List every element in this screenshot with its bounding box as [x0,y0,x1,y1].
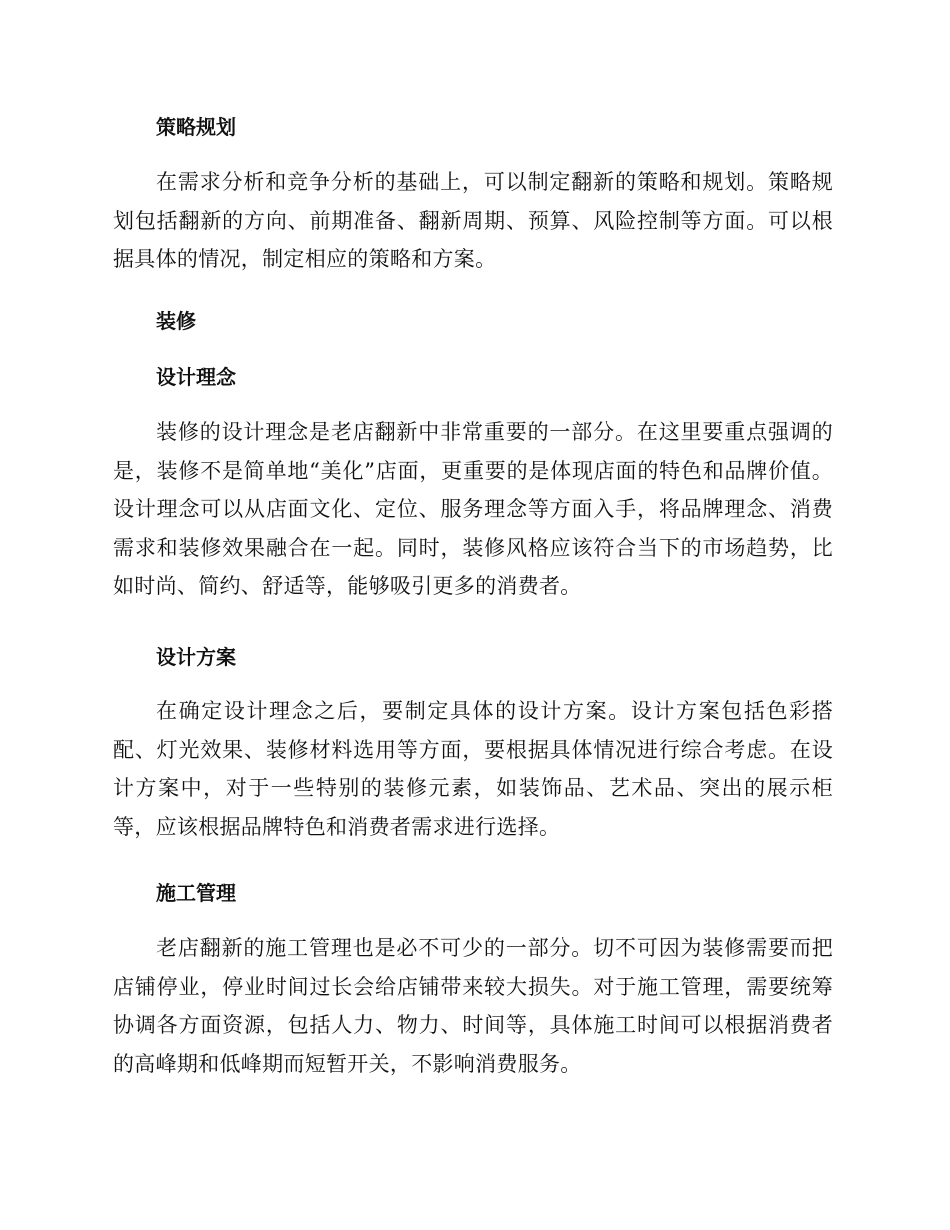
section-paragraph-design-plan: 在确定设计理念之后，要制定具体的设计方案。设计方案包括色彩搭配、灯光效果、装修材料选用等方面，要根据具体情况进行综合考虑。在设计方案中，对于一些特别的装修元素，如装饰品、艺术品、突出的展示柜等，应该根据品牌特色和消费者需求进行选择。 [113,699,833,839]
section-paragraph-design-concept: 装修的设计理念是老店翻新中非常重要的一部分。在这里要重点强调的是，装修不是简单地“美化”店面，更重要的是体现店面的特色和品牌价值。设计理念可以从店面文化、定位、服务理念等方面入手，将品牌理念、消费需求和装修效果融合在一起。同时，装修风格应该符合当下的市场趋势，比如时尚、简约、舒适等，能够吸引更多的消费者。 [113,420,833,598]
section-heading-strategy: 策略规划 [156,115,236,139]
section-paragraph-strategy: 在需求分析和竞争分析的基础上，可以制定翻新的策略和规划。策略规划包括翻新的方向、前期准备、翻新周期、预算、风险控制等方面。可以根据具体的情况，制定相应的策略和方案。 [113,170,833,271]
section-heading-decoration: 装修 [156,309,196,333]
section-heading-design-plan: 设计方案 [156,645,236,669]
section-paragraph-construction: 老店翻新的施工管理也是必不可少的一部分。切不可因为装修需要而把店铺停业，停业时间过长会给店铺带来较大损失。对于施工管理，需要统筹协调各方面资源，包括人力、物力、时间等，具体施工时间可以根据消费者的高峰期和低峰期而短暂开关，不影响消费服务。 [113,936,833,1076]
section-heading-construction: 施工管理 [156,881,236,905]
section-heading-design-concept: 设计理念 [156,365,236,389]
